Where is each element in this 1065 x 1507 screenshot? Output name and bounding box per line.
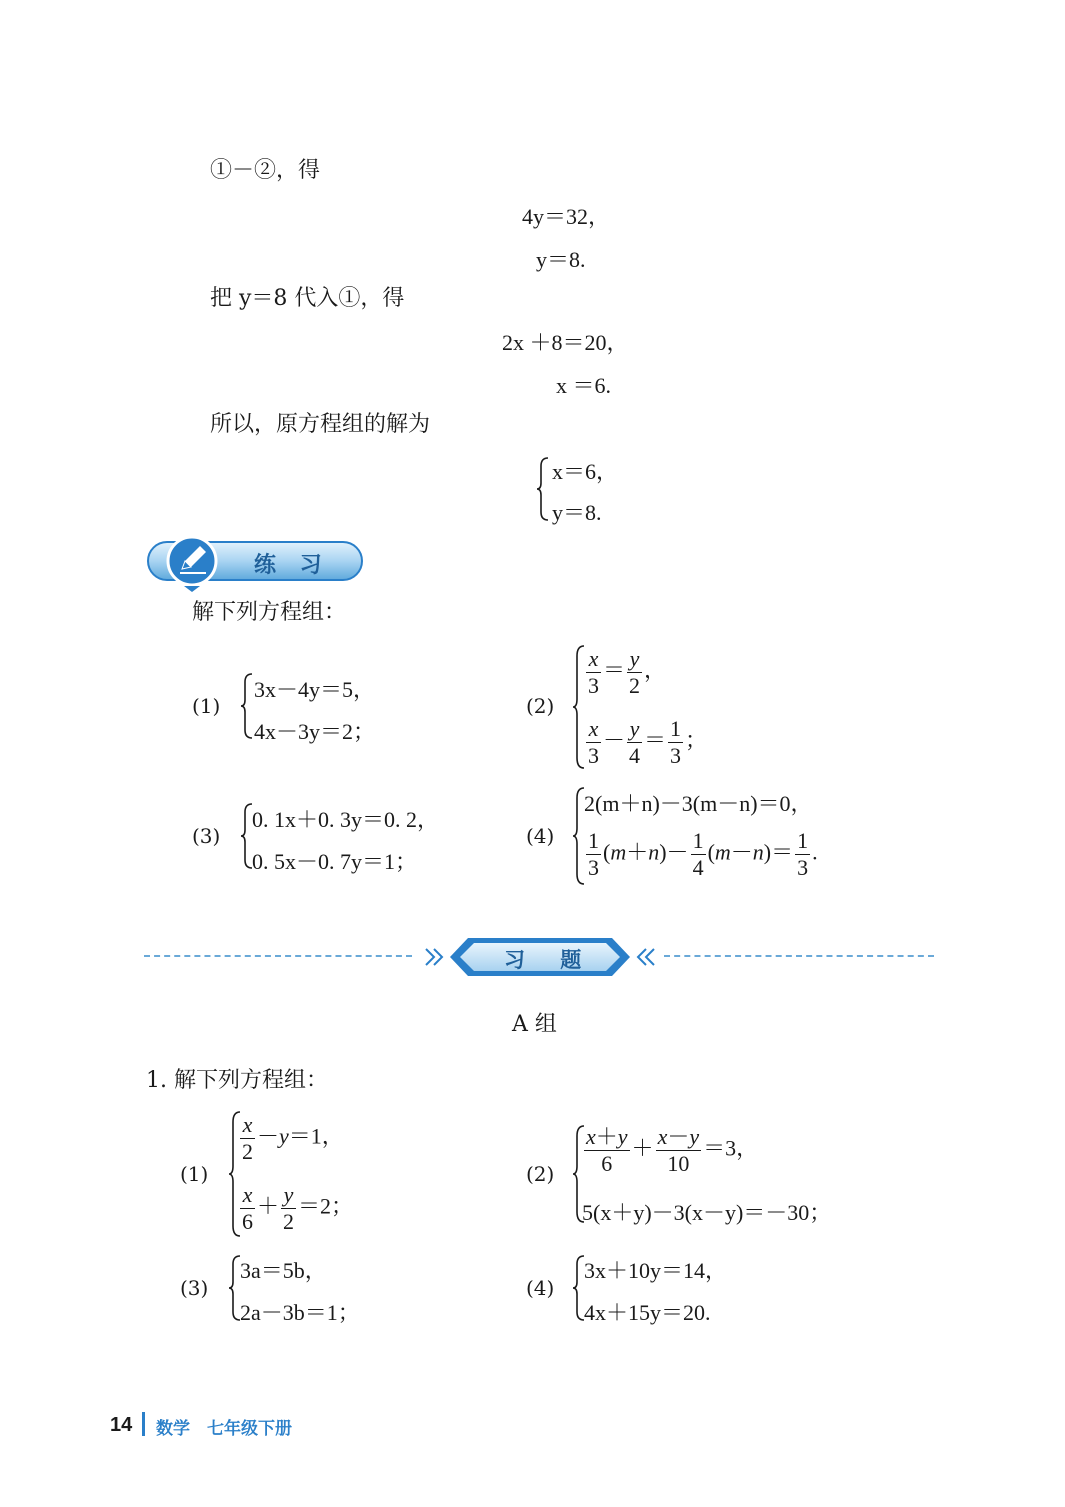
practice-2-eq1: $\frac{x}{3}$ ＝ $\frac{y}{2}$ ， [588, 646, 667, 698]
practice-label-4: (4) [526, 824, 555, 848]
practice-label-3: (3) [192, 824, 221, 848]
page-number: 14 [110, 1414, 133, 1436]
footer-divider [142, 1412, 145, 1436]
exercise-1-eq1: $\frac{x}{2}$ －y＝1， [242, 1112, 344, 1164]
brace-p1 [240, 672, 254, 740]
step-text-3: 所以，原方程组的解为 [210, 412, 431, 437]
exercise-3-eq1: 3a＝5b， [240, 1258, 327, 1283]
equation-2x: 2x ＋8＝20， [502, 330, 629, 355]
exercise-2-eq2: 5(x＋y)－3(x－y)＝－30； [582, 1200, 832, 1225]
exercise-4-eq1: 3x＋10y＝14， [584, 1258, 728, 1283]
equation-x6: x ＝6. [556, 373, 612, 398]
exercise-label-3: (3) [180, 1276, 209, 1300]
practice-3-eq2: 0. 5x－0. 7y＝1； [252, 849, 418, 874]
practice-1-eq1: 3x－4y＝5， [254, 677, 376, 702]
practice-label-1: (1) [192, 694, 221, 718]
equation-4y: 4y＝32， [522, 204, 611, 229]
exercise-3-eq2: 2a－3b＝1； [240, 1300, 360, 1325]
practice-3-eq1: 0. 1x＋0. 3y＝0. 2， [252, 807, 440, 832]
exercise-title: 习 题 [504, 948, 596, 972]
solution-y: y＝8. [552, 500, 602, 525]
exercise-1-eq2: $\frac{x}{6}$ ＋ $\frac{y}{2}$ ＝2； [242, 1182, 354, 1234]
exercise-2-eq1: $\frac{x+y}{6}$ ＋ $\frac{x-y}{10}$ ＝3， [586, 1124, 759, 1176]
practice-title: 练 习 [254, 553, 330, 578]
book-title: 数学 七年级下册 [156, 1419, 292, 1439]
divider-left [144, 955, 412, 957]
practice-label-2: (2) [526, 694, 555, 718]
practice-1-eq2: 4x－3y＝2； [254, 719, 376, 744]
divider-right [664, 955, 934, 957]
group-title: A 组 [512, 1012, 557, 1037]
practice-2-eq2: $\frac{x}{3}$ － $\frac{y}{4}$ ＝ $\frac{1}{3}$ ； [588, 716, 708, 768]
practice-intro: 解下列方程组： [192, 600, 347, 625]
practice-4-eq2: $\frac{1}{3}$ (m＋n)－ $\frac{1}{4}$ (m－n)＝ $\frac{1}{3}$ . [588, 828, 818, 880]
solution-x: x＝6， [552, 459, 619, 484]
step-text-2: 把 y＝8 代入①，得 [210, 286, 405, 311]
pencil-icon [176, 542, 210, 580]
exercise-label-1: (1) [180, 1162, 209, 1186]
exercise-label-2: (2) [526, 1162, 555, 1186]
exercise-label-4: (4) [526, 1276, 555, 1300]
equation-y8: y＝8. [536, 247, 586, 272]
exercise-q1: 1. 解下列方程组： [146, 1068, 328, 1093]
exercise-4-eq2: 4x＋15y＝20. [584, 1300, 711, 1325]
practice-4-eq1: 2(m＋n)－3(m－n)＝0， [584, 791, 813, 816]
step-text-1: ①－②，得 [210, 158, 321, 183]
brace-solution [536, 456, 550, 522]
